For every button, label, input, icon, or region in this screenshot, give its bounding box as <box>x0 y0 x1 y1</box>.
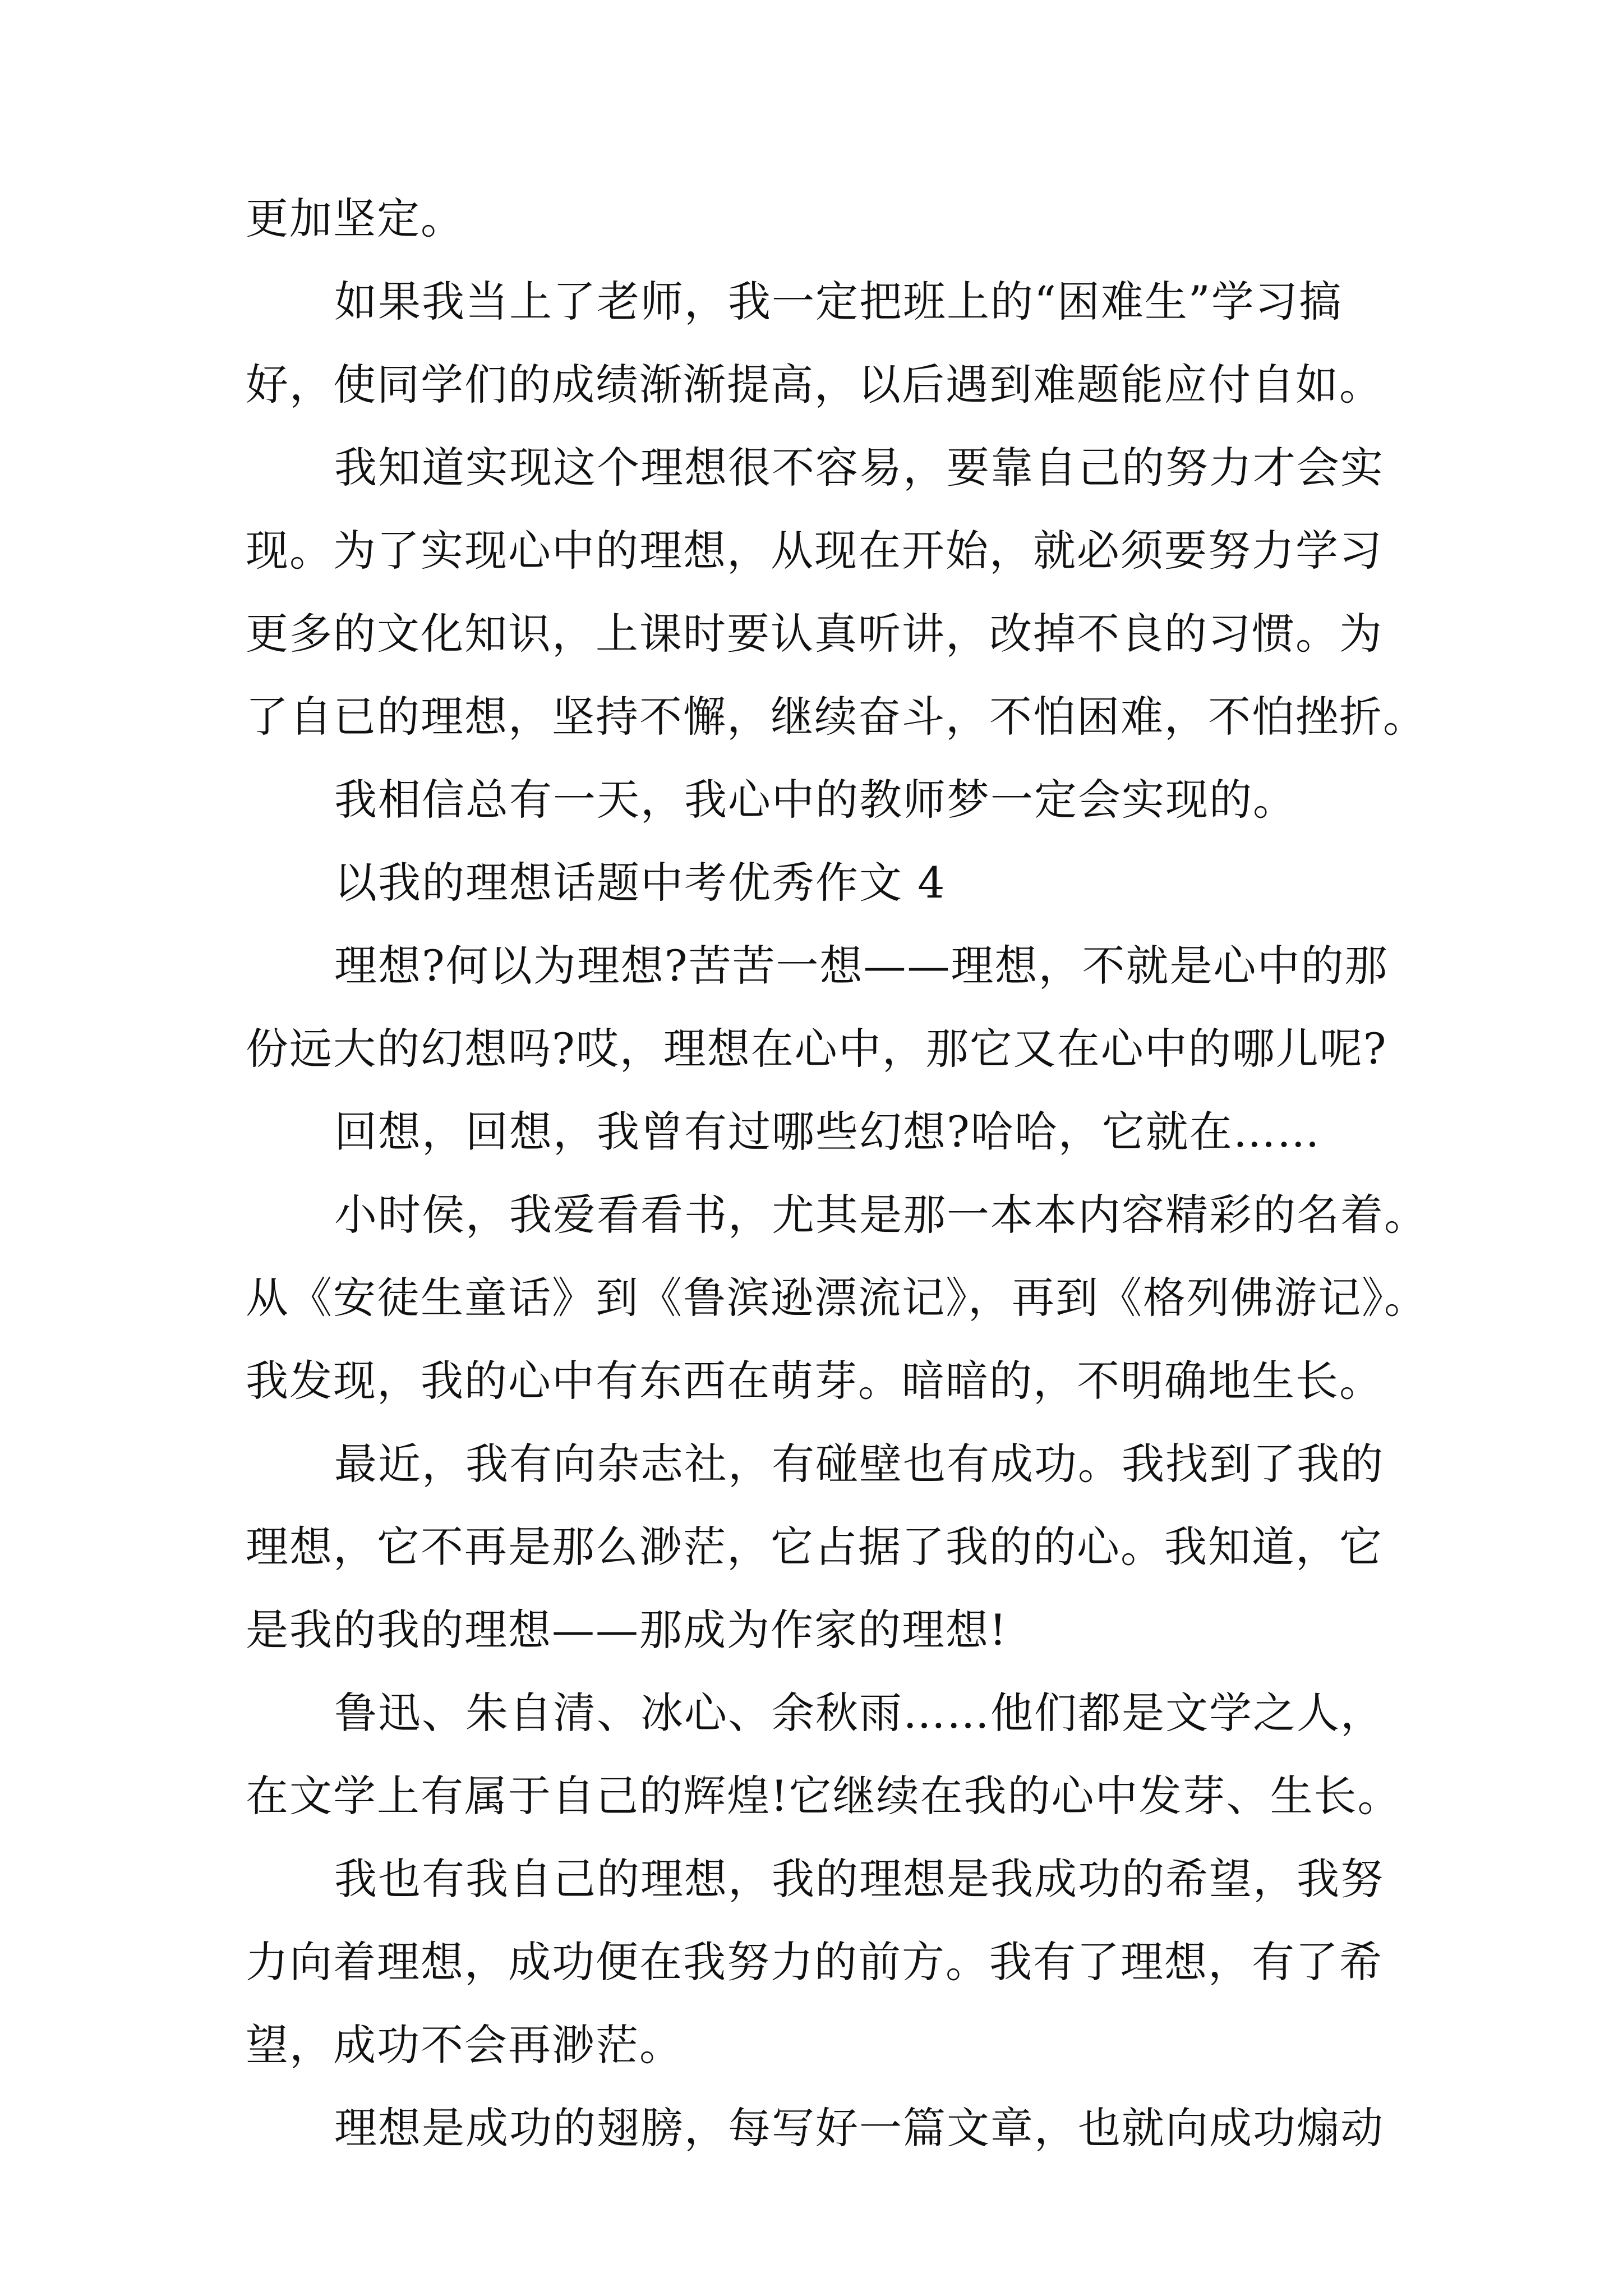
text-line: 我发现，我的心中有东西在萌芽。暗暗的，不明确地生长。 <box>246 1356 1383 1406</box>
text-line: 在文学上有属于自己的辉煌!它继续在我的心中发芽、生长。 <box>246 1771 1401 1821</box>
text-line: 望，成功不会再渺茫。 <box>246 2020 683 2070</box>
text-line: 如果我当上了老师，我一定把班上的“困难生”学习搞 <box>334 277 1343 326</box>
text-line: 最近，我有向杂志社，有碰壁也有成功。我找到了我的 <box>334 1439 1384 1489</box>
text-line: 我知道实现这个理想很不容易，要靠自己的努力才会实 <box>334 443 1384 493</box>
text-line: 更加坚定。 <box>246 194 464 243</box>
text-line: 理想，它不再是那么渺茫，它占据了我的的心。我知道，它 <box>246 1522 1383 1572</box>
text-line: 更多的文化知识，上课时要认真听讲，改掉不良的习惯。为 <box>246 609 1383 659</box>
text-line: 理想是成功的翅膀，每写好一篇文章，也就向成功煽动 <box>334 2103 1384 2153</box>
text-line: 了自已的理想，坚持不懈，继续奋斗，不怕困难，不怕挫折。 <box>246 692 1427 742</box>
text-line: 现。为了实现心中的理想，从现在开始，就必须要努力学习 <box>246 526 1383 576</box>
text-line: 回想，回想，我曾有过哪些幻想?哈哈，它就在…… <box>334 1107 1321 1157</box>
text-line: 我也有我自己的理想，我的理想是我成功的希望，我努 <box>334 1854 1384 1904</box>
text-line: 好，使同学们的成绩渐渐提高，以后遇到难题能应付自如。 <box>246 360 1383 409</box>
text-line: 力向着理想，成功便在我努力的前方。我有了理想，有了希 <box>246 1937 1383 1987</box>
text-line: 从《安徒生童话》到《鲁滨逊漂流记》，再到《格列佛游记》。 <box>246 1273 1428 1323</box>
text-line: 我相信总有一天，我心中的教师梦一定会实现的。 <box>334 775 1297 825</box>
text-line: 小时侯，我爱看看书，尤其是那一本本内容精彩的名着。 <box>334 1190 1428 1240</box>
text-line: 鲁迅、朱自清、冰心、余秋雨……他们都是文学之人， <box>334 1688 1384 1738</box>
text-line: 份远大的幻想吗?哎，理想在心中，那它又在心中的哪儿呢? <box>246 1024 1387 1074</box>
text-line: 理想?何以为理想?苦苦一想——理想，不就是心中的那 <box>334 941 1389 991</box>
section-heading: 以我的理想话题中考优秀作文 4 <box>334 858 946 908</box>
text-line: 是我的我的理想——那成为作家的理想! <box>246 1605 1008 1655</box>
